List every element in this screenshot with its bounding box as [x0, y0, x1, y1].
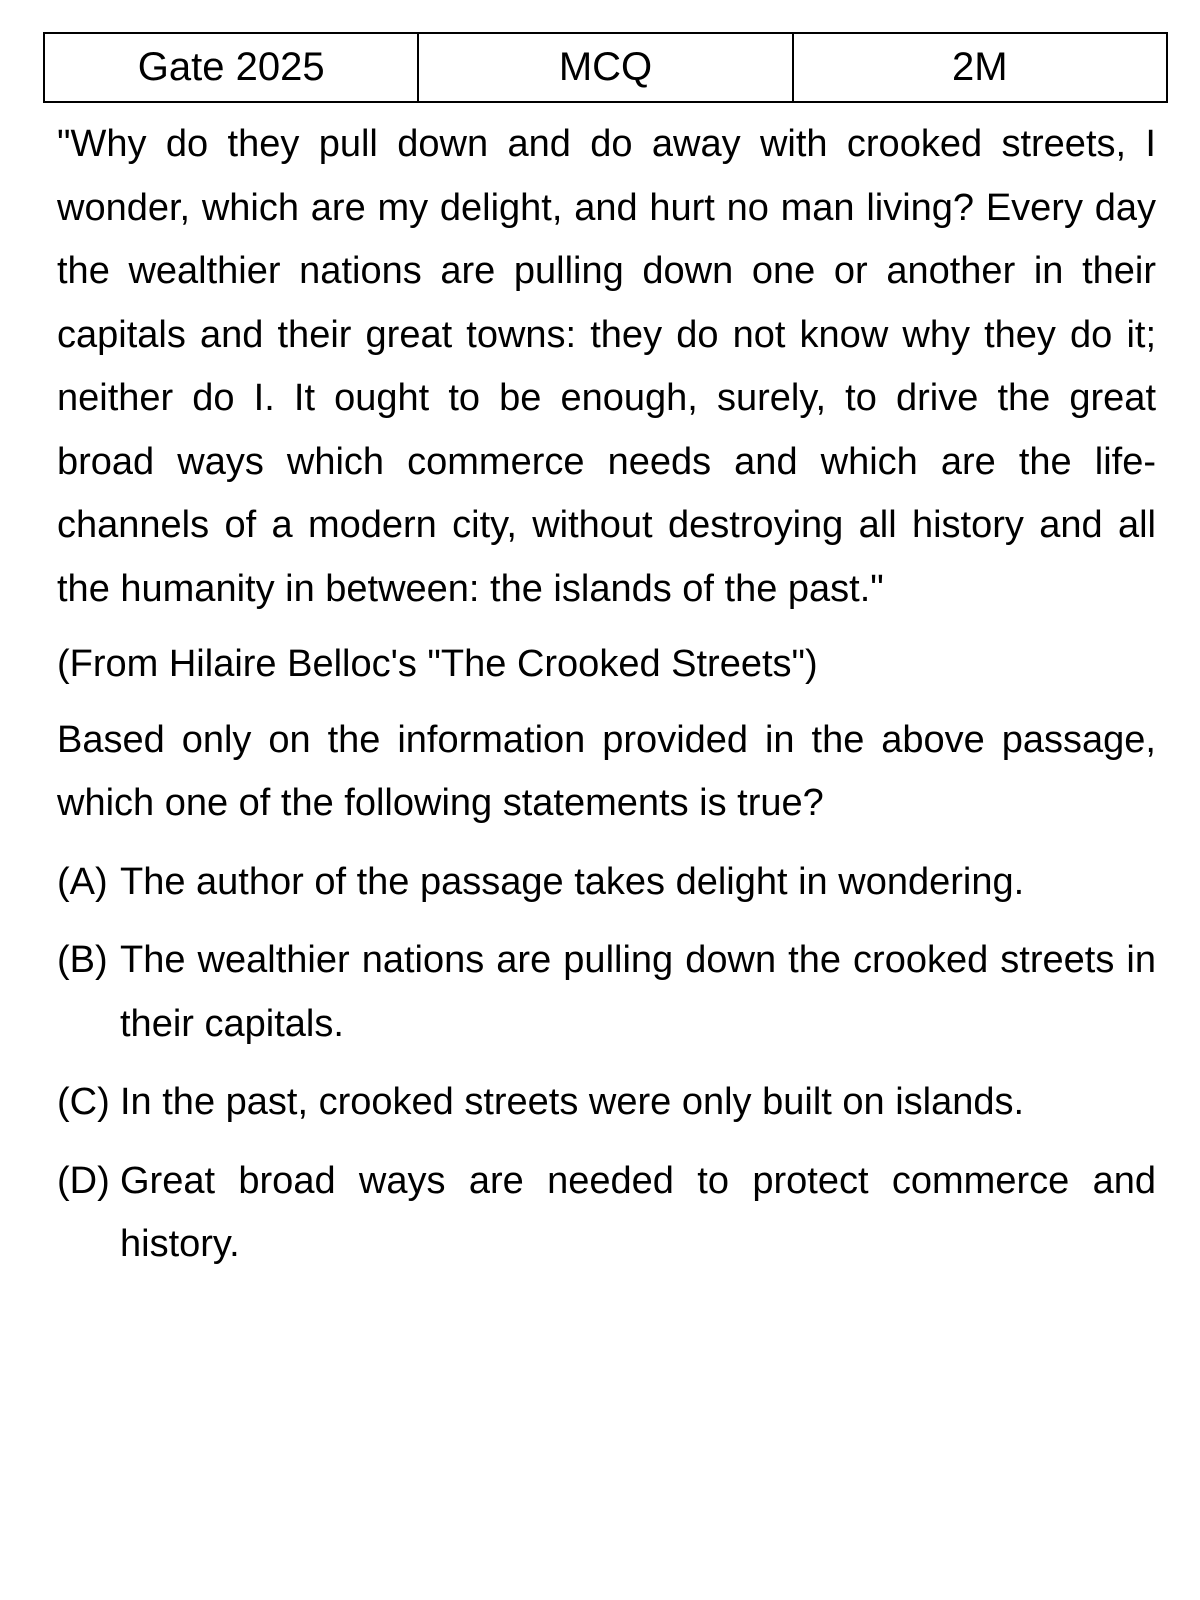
option-a[interactable]	[57, 851, 1156, 915]
option-c-text: In the past, crooked streets were only built on islands.	[120, 1081, 1025, 1123]
marks-cell: 2M	[793, 33, 1167, 102]
option-d[interactable]	[57, 1150, 1156, 1277]
passage-text: "Why do they pull down and do away with crooked streets, I wonder, which are my delight, and hurt no man living? Every day the wealthier nations are pulling down one or another in their capitals and their great towns: they do not know why they do it; neither do I. It ought to be enough, surely, to drive the great broad ways which commerce needs and which are the life-channels of a modern city, without destroying all history and all the humanity in between: the islands of the past."	[57, 123, 1156, 610]
option-d-text: Great broad ways are needed to protect commerce and history.	[120, 1159, 1156, 1265]
option-c-label: (C)	[57, 1081, 110, 1123]
exam-name-cell: Gate 2025	[44, 33, 418, 102]
option-c[interactable]	[57, 1071, 1156, 1135]
question-content	[57, 113, 1156, 1277]
passage-source: (From Hilaire Belloc's "The Crooked Streets")	[57, 643, 818, 685]
option-a-label: (A)	[57, 860, 108, 903]
exam-header-table	[43, 32, 1168, 103]
option-b-label: (B)	[57, 939, 108, 981]
option-a-text: The author of the passage takes delight in wondering.	[120, 860, 1025, 903]
header-row	[44, 33, 1167, 102]
question-stem: Based only on the information provided in the above passage, which one of the following statements is true?	[57, 718, 1156, 824]
question-type-cell: MCQ	[418, 33, 792, 102]
option-b[interactable]	[57, 929, 1156, 1056]
option-b-text: The wealthier nations are pulling down the crooked streets in their capitals.	[120, 939, 1156, 1045]
answer-options	[57, 851, 1156, 1277]
option-d-label: (D)	[57, 1159, 110, 1202]
